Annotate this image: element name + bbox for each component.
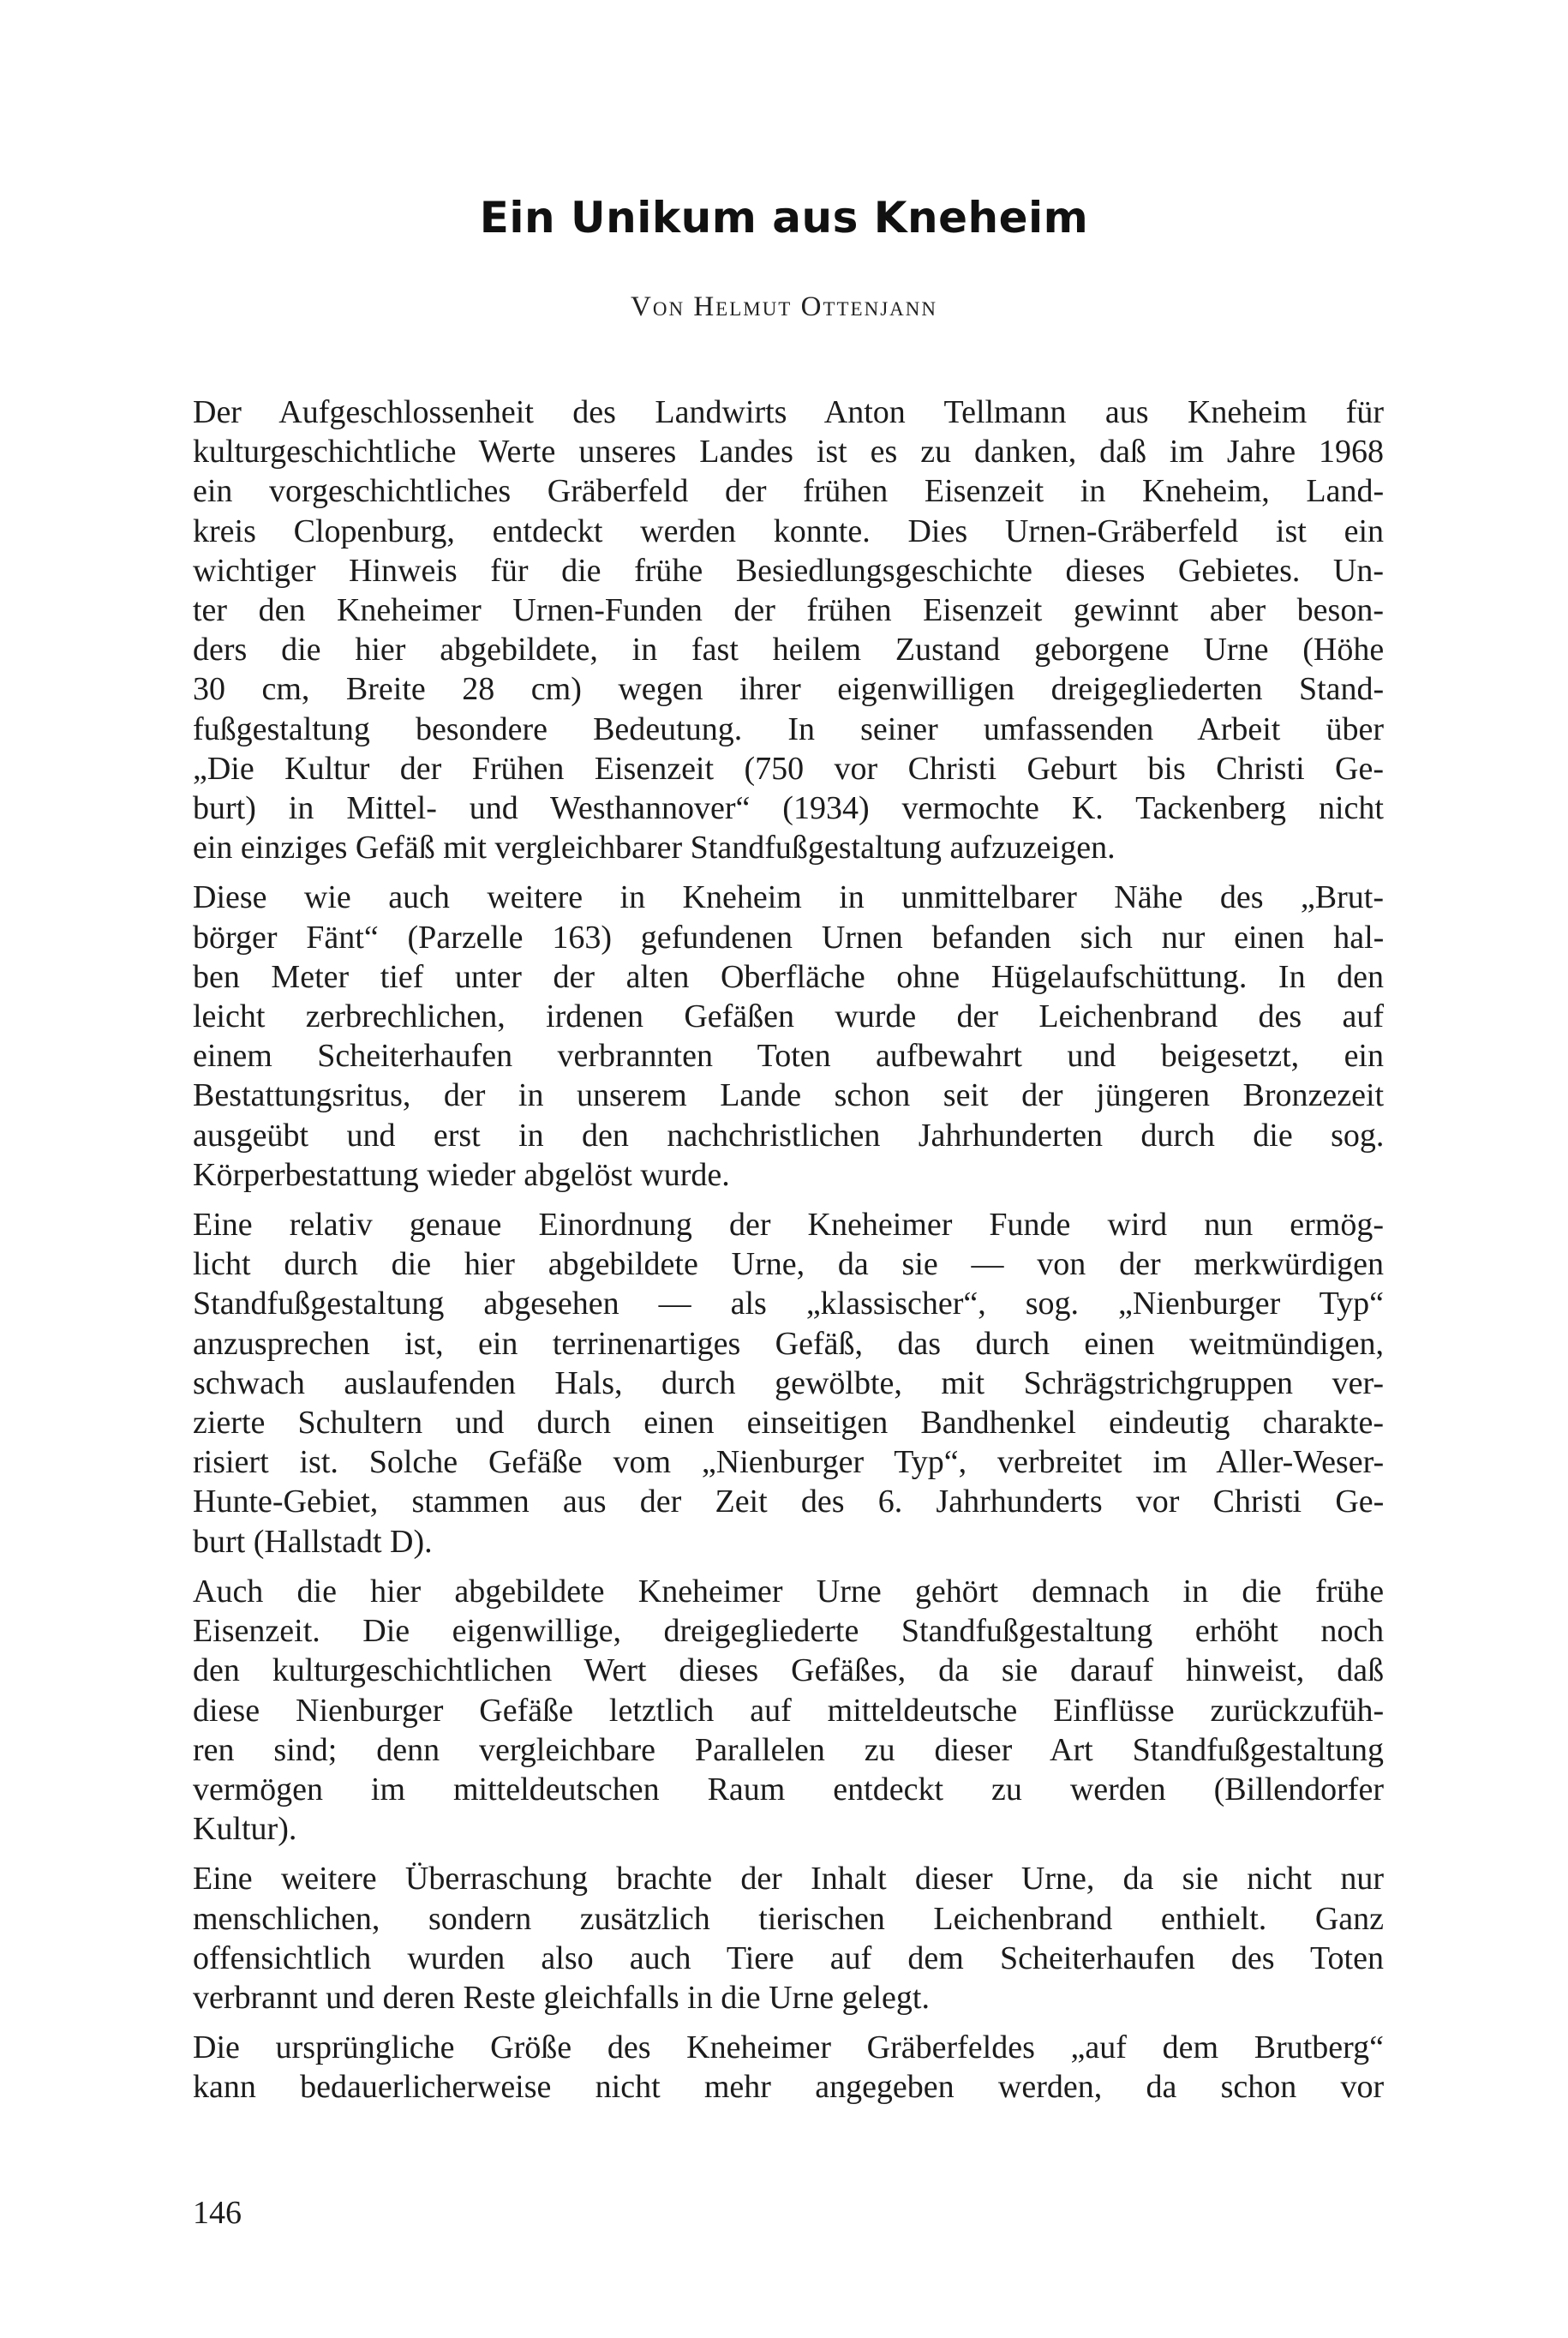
text-line: Eisenzeit. Die eigenwillige, dreigegliederte Standfußgestaltung erhöht noch: [193, 1613, 1385, 1650]
text-line: den kulturgeschichtlichen Wert dieses Gefäßes, da sie darauf hinweist, daß: [193, 1652, 1385, 1689]
text-line: kreis Clopenburg, entdeckt werden konnte. Dies Urnen-Gräberfeld ist ein: [193, 513, 1384, 549]
text-line: Eine relativ genaue Einordnung der Kneheimer Funde wird nun ermög-: [193, 1207, 1384, 1244]
text-line: risiert ist. Solche Gefäße vom „Nienburger Typ“, verbreitet im Aller-Weser-: [193, 1444, 1385, 1481]
text-line: Auch die hier abgebildete Kneheimer Urne gehört demnach in die frühe: [193, 1573, 1385, 1610]
text-line: 30 cm, Breite 28 cm) wegen ihrer eigenwilligen dreigegliederten Stand-: [193, 671, 1385, 708]
text-line: ben Meter tief unter der alten Oberfläche ohne Hügelaufschüttung. In den: [193, 958, 1384, 995]
text-line: ein einziges Gefäß mit vergleichbarer Standfußgestaltung aufzuzeigen.: [193, 830, 1116, 866]
text-line: zierte Schultern und durch einen einseitigen Bandhenkel eindeutig charakte-: [193, 1405, 1384, 1442]
text-line: Standfußgestaltung abgesehen — als „klassischer“, sog. „Nienburger Typ“: [193, 1286, 1384, 1322]
text-line: verbrannt und deren Reste gleichfalls in die Urne gelegt.: [193, 1979, 930, 2016]
article-body: [193, 393, 1384, 2118]
text-line: Hunte-Gebiet, stammen aus der Zeit des 6. Jahrhunderts vor Christi Ge-: [193, 1484, 1385, 1520]
text-line: burt (Hallstadt D).: [193, 1523, 433, 1560]
paragraph-6: [193, 2028, 1384, 2107]
text-line: fußgestaltung besondere Bedeutung. In seiner umfassenden Arbeit über: [193, 710, 1384, 747]
text-line: diese Nienburger Gefäße letztlich auf mitteldeutsche Einflüsse zurückzufüh-: [193, 1692, 1385, 1729]
paragraph-1: [193, 393, 1384, 867]
text-line: wichtiger Hinweis für die frühe Besiedlungsgeschichte dieses Gebietes. Un-: [193, 552, 1384, 589]
paragraph-3: [193, 1205, 1384, 1562]
page-number: 146: [193, 2195, 242, 2231]
text-line: Kultur).: [193, 1811, 297, 1848]
text-line: kann bedauerlicherweise nicht mehr angegeben werden, da schon vor: [193, 2069, 1385, 2106]
text-line: burt) in Mittel- und Westhannover“ (1934) vermochte K. Tackenberg nicht: [193, 790, 1384, 827]
text-line: ein vorgeschichtliches Gräberfeld der frühen Eisenzeit in Kneheim, Land-: [193, 473, 1385, 510]
article-byline: Von Helmut Ottenjann: [631, 291, 937, 322]
article-title: Ein Unikum aus Kneheim: [479, 193, 1089, 243]
text-line: einem Scheiterhaufen verbrannten Toten aufbewahrt und beigesetzt, ein: [193, 1038, 1384, 1075]
text-line: licht durch die hier abgebildete Urne, da sie — von der merkwürdigen: [193, 1246, 1384, 1283]
text-line: börger Fänt“ (Parzelle 163) gefundenen Urnen befanden sich nur einen hal-: [193, 919, 1385, 956]
text-line: ren sind; denn vergleichbare Parallelen zu dieser Art Standfußgestaltung: [193, 1731, 1384, 1768]
text-line: vermögen im mitteldeutschen Raum entdeckt zu werden (Billendorfer: [193, 1771, 1384, 1807]
paragraph-4: [193, 1572, 1384, 1849]
text-line: Der Aufgeschlossenheit des Landwirts Anton Tellmann aus Kneheim für: [193, 394, 1384, 430]
text-line: anzusprechen ist, ein terrinenartiges Gefäß, das durch einen weitmündigen,: [193, 1325, 1384, 1362]
text-line: Körperbestattung wieder abgelöst wurde.: [193, 1156, 730, 1193]
text-line: Diese wie auch weitere in Kneheim in unmittelbarer Nähe des „Brut-: [193, 879, 1384, 916]
paragraph-5: [193, 1859, 1384, 2017]
text-line: „Die Kultur der Frühen Eisenzeit (750 vor Christi Geburt bis Christi Ge-: [193, 750, 1384, 787]
paragraph-2: [193, 878, 1384, 1195]
text-line: ausgeübt und erst in den nachchristlichen Jahrhunderten durch die sog.: [193, 1117, 1385, 1154]
text-line: offensichtlich wurden also auch Tiere auf dem Scheiterhaufen des Toten: [193, 1939, 1384, 1976]
text-line: ders die hier abgebildete, in fast heilem Zustand geborgene Urne (Höhe: [193, 632, 1385, 668]
text-line: Bestattungsritus, der in unserem Lande schon seit der jüngeren Bronzezeit: [193, 1077, 1385, 1114]
text-line: menschlichen, sondern zusätzlich tierischen Leichenbrand enthielt. Ganz: [193, 1900, 1384, 1937]
text-line: schwach auslaufenden Hals, durch gewölbte, mit Schrägstrichgruppen ver-: [193, 1364, 1384, 1401]
text-line: ter den Kneheimer Urnen-Funden der frühen Eisenzeit gewinnt aber beson-: [193, 592, 1384, 629]
text-line: leicht zerbrechlichen, irdenen Gefäßen wurde der Leichenbrand des auf: [193, 998, 1384, 1035]
text-line: Die ursprüngliche Größe des Kneheimer Gräberfeldes „auf dem Brutberg“: [193, 2029, 1384, 2066]
text-line: kulturgeschichtliche Werte unseres Landes ist es zu danken, daß im Jahre 1968: [193, 434, 1384, 471]
text-line: Eine weitere Überraschung brachte der Inhalt dieser Urne, da sie nicht nur: [193, 1861, 1384, 1897]
